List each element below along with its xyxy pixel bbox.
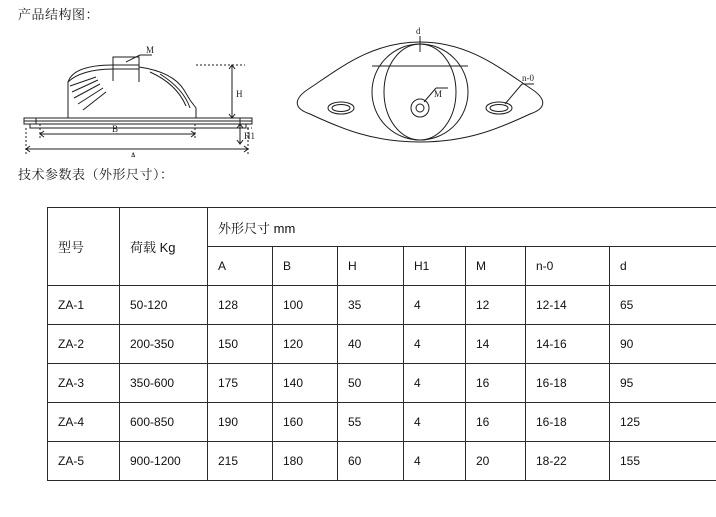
header-dimensions: 外形尺寸 mm xyxy=(208,208,716,247)
cell-n-o: 18-22 xyxy=(526,442,610,481)
cell-h1: 4 xyxy=(404,325,466,364)
cell-a: 128 xyxy=(208,286,273,325)
table-header-row-1 xyxy=(48,208,716,247)
cell-load: 50-120 xyxy=(120,286,208,325)
cell-a: 150 xyxy=(208,325,273,364)
cell-h: 35 xyxy=(338,286,404,325)
label-top-d: d xyxy=(416,26,421,36)
cell-load: 350-600 xyxy=(120,364,208,403)
cell-b: 100 xyxy=(273,286,338,325)
cell-model: ZA-3 xyxy=(48,364,120,403)
cell-n-o: 16-18 xyxy=(526,403,610,442)
header-h: H xyxy=(338,247,404,286)
label-side-h: H xyxy=(236,89,243,99)
spec-table-wrapper xyxy=(47,207,667,481)
cell-h1: 4 xyxy=(404,442,466,481)
cell-h: 50 xyxy=(338,364,404,403)
cell-model: ZA-5 xyxy=(48,442,120,481)
cell-b: 140 xyxy=(273,364,338,403)
cell-load: 200-350 xyxy=(120,325,208,364)
cell-m: 20 xyxy=(466,442,526,481)
cell-model: ZA-1 xyxy=(48,286,120,325)
cell-h1: 4 xyxy=(404,286,466,325)
label-side-b: B xyxy=(112,124,119,134)
header-b: B xyxy=(273,247,338,286)
cell-m: 16 xyxy=(466,403,526,442)
cell-h1: 4 xyxy=(404,403,466,442)
table-row xyxy=(48,364,716,403)
product-diagrams xyxy=(0,22,716,157)
header-d: d xyxy=(610,247,716,286)
label-side-a: A xyxy=(130,151,137,157)
header-h1: H1 xyxy=(404,247,466,286)
cell-load: 900-1200 xyxy=(120,442,208,481)
cell-d: 65 xyxy=(610,286,716,325)
cell-m: 12 xyxy=(466,286,526,325)
cell-a: 215 xyxy=(208,442,273,481)
cell-n-o: 14-16 xyxy=(526,325,610,364)
header-model: 型号 xyxy=(48,208,120,286)
top-view-diagram xyxy=(297,36,543,142)
label-side-m: M xyxy=(146,45,155,55)
cell-n-o: 16-18 xyxy=(526,364,610,403)
cell-h: 60 xyxy=(338,442,404,481)
header-load: 荷载 Kg xyxy=(120,208,208,286)
table-row xyxy=(48,286,716,325)
side-view-diagram xyxy=(24,55,252,154)
cell-a: 175 xyxy=(208,364,273,403)
header-n-o: n-0 xyxy=(526,247,610,286)
cell-b: 180 xyxy=(273,442,338,481)
cell-d: 125 xyxy=(610,403,716,442)
header-a: A xyxy=(208,247,273,286)
cell-b: 120 xyxy=(273,325,338,364)
cell-d: 155 xyxy=(610,442,716,481)
cell-d: 90 xyxy=(610,325,716,364)
cell-b: 160 xyxy=(273,403,338,442)
cell-h: 55 xyxy=(338,403,404,442)
diagram-svg xyxy=(0,22,716,157)
label-top-m: M xyxy=(434,89,443,99)
cell-n-o: 12-14 xyxy=(526,286,610,325)
page-title-parameters: 技术参数表（外形尺寸）： xyxy=(18,167,174,182)
cell-a: 190 xyxy=(208,403,273,442)
cell-load: 600-850 xyxy=(120,403,208,442)
cell-m: 16 xyxy=(466,364,526,403)
header-m: M xyxy=(466,247,526,286)
cell-h: 40 xyxy=(338,325,404,364)
page-title-structure: 产品结构图： xyxy=(18,7,100,22)
label-side-h1: H1 xyxy=(244,131,255,141)
cell-model: ZA-2 xyxy=(48,325,120,364)
cell-m: 14 xyxy=(466,325,526,364)
table-body xyxy=(48,286,716,481)
cell-d: 95 xyxy=(610,364,716,403)
label-top-n-o: n-0 xyxy=(522,73,534,83)
table-row xyxy=(48,403,716,442)
table-row xyxy=(48,325,716,364)
cell-model: ZA-4 xyxy=(48,403,120,442)
spec-table xyxy=(47,207,716,481)
table-row xyxy=(48,442,716,481)
cell-h1: 4 xyxy=(404,364,466,403)
